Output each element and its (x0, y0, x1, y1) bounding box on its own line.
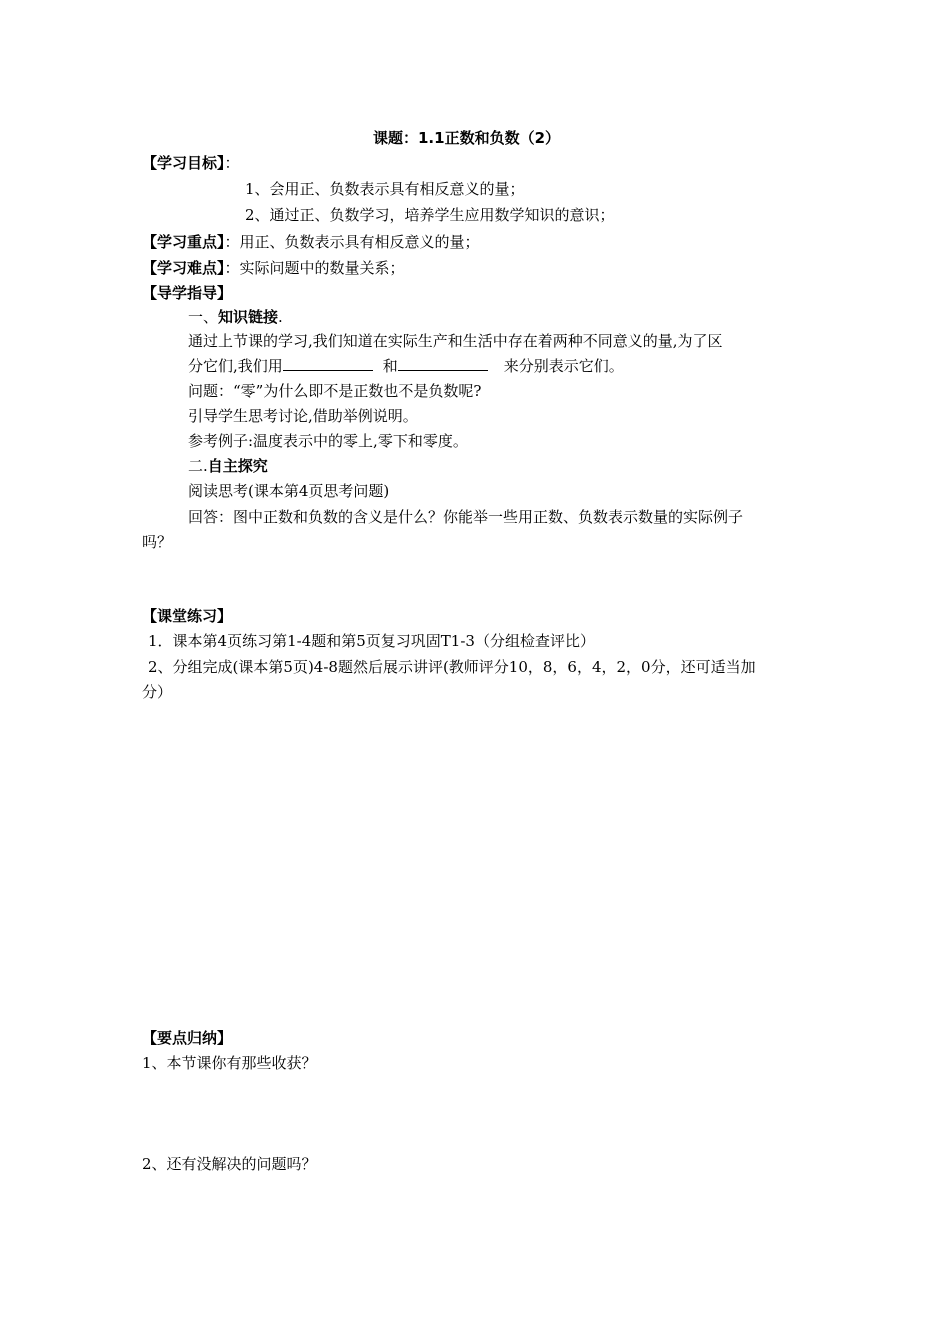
section1-example: 参考例子:温度表示中的零上,零下和零度。 (188, 432, 468, 450)
practice-item-1: 1．课本第4页练习第1-4题和第5页复习巩固T1-3（分组检查评比） (148, 632, 595, 650)
section1-question: 问题：“零”为什么即不是正数也不是负数呢? (188, 382, 482, 400)
difficulty-heading: 【学习难点】 (142, 259, 225, 277)
section1-para-line2 (188, 356, 624, 376)
objective-item-1: 1、会用正、负数表示具有相反意义的量； (245, 180, 525, 198)
section2-answer-line1: 回答：图中正数和负数的含义是什么？你能举一些用正数、负数表示数量的实际例子 (188, 508, 744, 526)
page-title: 课题：1.1正数和负数（2） (373, 129, 561, 147)
section2-heading (188, 456, 268, 476)
para-text-c: 来分别表示它们。 (503, 357, 624, 375)
key-point-heading: 【学习重点】 (142, 233, 225, 251)
section2-title: 自主探究 (207, 457, 268, 475)
summary-question-2: 2、还有没解决的问题吗？ (142, 1155, 317, 1173)
para-text-a: 分它们,我们用 (188, 357, 283, 375)
fill-blank-2[interactable] (398, 356, 488, 371)
objectives-heading: 【学习目标】 (142, 154, 225, 172)
practice-item-2-line2: 分） (142, 683, 173, 701)
difficulty-text: ：实际问题中的数量关系； (224, 259, 405, 277)
key-point-line (142, 232, 480, 252)
section2-prefix: 二. (188, 457, 208, 475)
summary-question-1: 1、本节课你有那些收获？ (142, 1054, 317, 1072)
objectives-colon: ： (224, 154, 240, 172)
objective-item-2: 2、通过正、负数学习，培养学生应用数学知识的意识； (245, 206, 615, 224)
section2-answer-line2: 吗？ (142, 533, 173, 551)
section1-prefix: 一、 (188, 308, 219, 326)
para-text-b: 和 (382, 357, 398, 375)
guide-heading: 【导学指导】 (142, 284, 233, 302)
practice-item-2-line1: 2、分组完成(课本第5页)4-8题然后展示讲评(教师评分10，8，6，4，2，0分，还可适当加 (148, 658, 756, 676)
practice-heading: 【课堂练习】 (142, 607, 233, 625)
section1-guide-text: 引导学生思考讨论,借助举例说明。 (188, 407, 418, 425)
fill-blank-1[interactable] (283, 356, 373, 371)
section1-suffix: . (278, 308, 283, 326)
section1-heading (188, 307, 283, 327)
section1-title: 知识链接 (218, 308, 279, 326)
difficulty-line (142, 258, 405, 278)
section2-read: 阅读思考(课本第4页思考问题) (188, 482, 390, 500)
objectives-heading-line (142, 153, 240, 173)
key-point-text: ：用正、负数表示具有相反意义的量； (224, 233, 480, 251)
section1-para-line1: 通过上节课的学习,我们知道在实际生产和生活中存在着两种不同意义的量,为了区 (188, 332, 723, 350)
summary-heading: 【要点归纳】 (142, 1029, 233, 1047)
